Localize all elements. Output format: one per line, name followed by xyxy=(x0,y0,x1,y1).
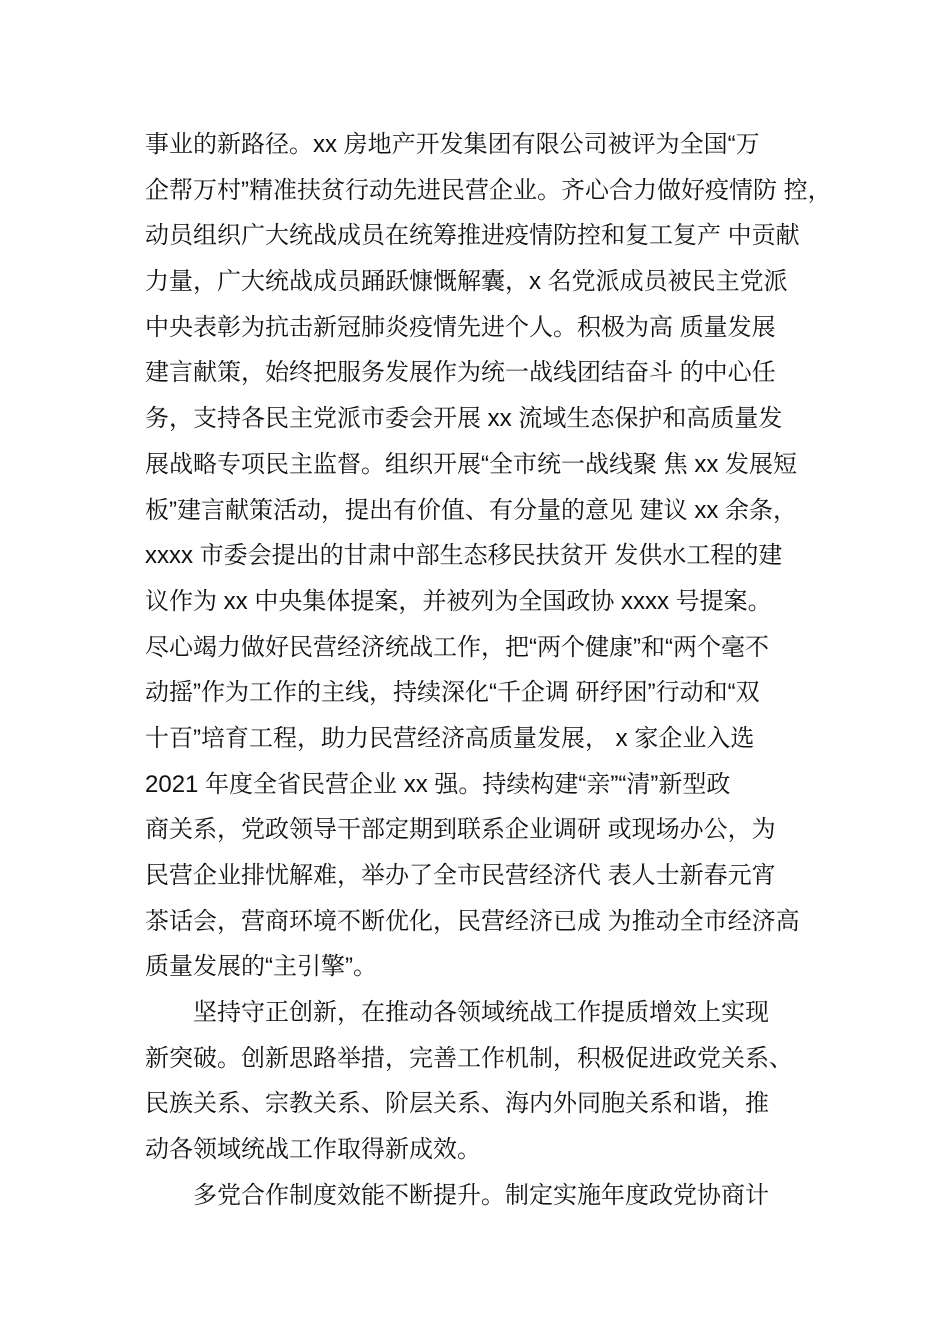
text-line: 民营企业排忧解难，举办了全市民营经济代 表人士新春元宵 xyxy=(145,862,776,889)
text-line: 坚持守正创新，在推动各领域统战工作提质增效上实现 xyxy=(193,999,769,1027)
text-line: 动各领域统战工作取得新成效。 xyxy=(145,1136,481,1164)
text-line: 展战略专项民主监督。组织开展“全市统一战线聚 焦 xx 发展短 xyxy=(145,450,797,478)
text-line: 商关系，党政领导干部定期到联系企业调研 或现场办公，为 xyxy=(145,816,776,844)
text-line: 民族关系、宗教关系、阶层关系、海内外同胞关系和谐，推 xyxy=(145,1090,769,1118)
text-line: xxxx 市委会提出的甘肃中部生态移民扶贫开 发供水工程的建 xyxy=(145,542,783,570)
text-line: 板”建言献策活动，提出有价值、有分量的意见 建议 xx 余条， xyxy=(145,496,797,524)
text-line: 力量，广大统战成员踊跃慷慨解囊，x 名党派成员被民主党派 xyxy=(145,268,788,296)
paragraph xyxy=(145,990,845,1173)
text-line: 茶话会，营商环境不断优化，民营经济已成 为推动全市经济高 xyxy=(145,907,800,935)
document-body xyxy=(145,122,845,1219)
text-line: 建言献策，始终把服务发展作为统一战线团结奋斗 的中心任 xyxy=(145,359,776,387)
text-line: 企帮万村”精准扶贫行动先进民营企业。齐心合力做好疫情防 控， xyxy=(145,176,832,204)
text-line: 新突破。创新思路举措，完善工作机制，积极促进政党关系、 xyxy=(145,1044,793,1072)
text-line: 动摇”作为工作的主线，持续深化“千企调 研纾困”行动和“双 xyxy=(145,679,760,707)
text-line: 质量发展的“主引擎”。 xyxy=(145,953,377,981)
text-line: 尽心竭力做好民营经济统战工作，把“两个健康”和“两个毫不 xyxy=(145,633,769,661)
text-line: 动员组织广大统战成员在统筹推进疫情防控和复工复产 中贡献 xyxy=(145,222,800,250)
paragraph xyxy=(145,122,845,990)
text-line: 议作为 xx 中央集体提案，并被列为全国政协 xxxx 号提案。 xyxy=(145,587,772,615)
text-line: 事业的新路径。xx 房地产开发集团有限公司被评为全国“万 xyxy=(145,131,760,158)
text-line: 十百”培育工程，助力民营经济高质量发展， x 家企业入选 xyxy=(145,724,755,752)
paragraph xyxy=(145,1173,845,1219)
text-line: 中央表彰为抗击新冠肺炎疫情先进个人。积极为高 质量发展 xyxy=(145,313,776,341)
text-line: 2021 年度全省民营企业 xx 强。持续构建“亲”“清”新型政 xyxy=(145,770,731,798)
text-line: 务，支持各民主党派市委会开展 xx 流域生态保护和高质量发 xyxy=(145,405,783,433)
text-line: 多党合作制度效能不断提升。制定实施年度政党协商计 xyxy=(193,1181,769,1209)
